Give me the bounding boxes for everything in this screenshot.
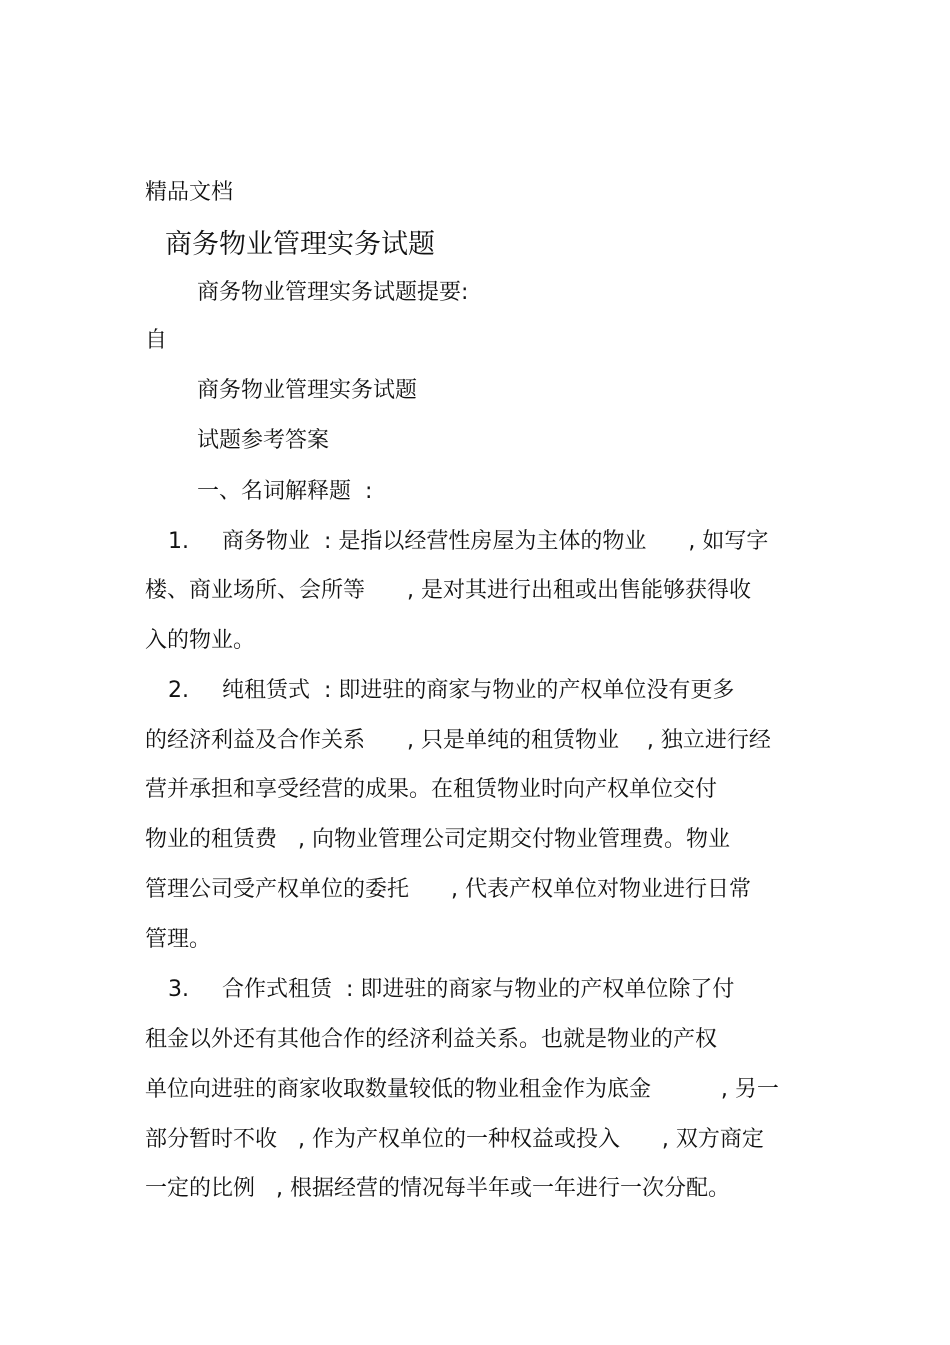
item-text-line: 物业的租赁费 , 向物业管理公司定期交付物业管理费。物业 [145,827,730,852]
item-text-line: 商务物业 : 是指以经营性房屋为主体的物业 , 如写字 [222,529,769,554]
item-text-line: 部分暂时不收 , 作为产权单位的一种权益或投入 , 双方商定 [145,1127,764,1152]
item-text-line: 单位向进驻的商家收取数量较低的物业租金作为底金 , 另一 [145,1077,779,1102]
answers-heading: 试题参考答案 [197,428,330,453]
item-text-line: 管理公司受产权单位的委托 , 代表产权单位对物业进行日常 [145,877,751,902]
item-text-line: 楼、商业场所、会所等 , 是对其进行出租或出售能够获得收 [145,578,751,603]
item-text-line: 入的物业。 [145,628,256,653]
header-label: 精品文档 [145,180,234,205]
item-text-line: 管理。 [145,927,212,952]
item-number: 1. [168,529,189,554]
subtitle: 商务物业管理实务试题 [197,378,418,403]
item-text-line: 营并承担和享受经营的成果。在租赁物业时向产权单位交付 [145,777,718,802]
item-text-line: 纯租赁式 : 即进驻的商家与物业的产权单位没有更多 [222,678,735,703]
item-text-line: 合作式租赁 : 即进驻的商家与物业的产权单位除了付 [222,977,735,1002]
item-number: 3. [168,977,189,1002]
item-text-line: 的经济利益及合作关系 , 只是单纯的租赁物业 , 独立进行经 [145,728,771,753]
item-text-line: 一定的比例 , 根据经营的情况每半年或一年进行一次分配。 [145,1176,730,1201]
item-number: 2. [168,678,189,703]
document-title: 商务物业管理实务试题 [165,229,435,260]
section-heading: 一、名词解释题 : [197,479,373,504]
item-text-line: 租金以外还有其他合作的经济利益关系。也就是物业的产权 [145,1027,718,1052]
summary-label: 商务物业管理实务试题提要: [197,280,469,305]
source-char: 自 [145,328,168,353]
